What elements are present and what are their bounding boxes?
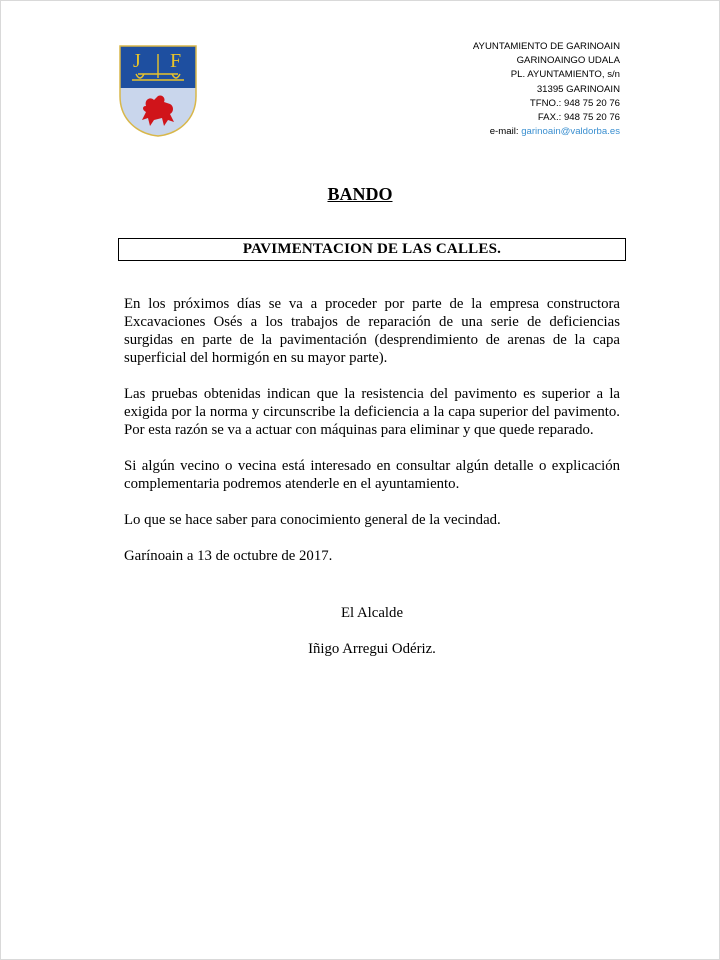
coat-of-arms-icon [118,44,198,138]
subject-box: PAVIMENTACION DE LAS CALLES. [118,238,626,261]
letterhead-line-phone: TFNO.: 948 75 20 76 [529,97,620,109]
letterhead-line-basque-name: GARINOAINGO UDALA [516,55,620,67]
letterhead-line-municipality: AYUNTAMIENTO DE GARINOAIN [472,41,620,52]
letterhead-line-fax: FAX.: 948 75 20 76 [537,112,620,124]
paragraph-tests: Las pruebas obtenidas indican que la resistencia del pavimento es superior a la exigida por la norma y circunscribe la deficiencia a la capa superior del pavimento. Por esta razón se va a actuar con máquinas para eliminar y que quede reparado. [124,386,620,438]
coat-letter-j: J [133,50,141,72]
body-text [124,295,620,583]
document-title: BANDO [327,184,393,204]
paragraph-notice: Lo que se hace saber para conocimiento general de la vecindad. [124,512,501,528]
coat-letter-f: F [170,50,182,72]
paragraph-works: En los próximos días se va a proceder por parte de la empresa constructora Excavaciones Osés a los trabajos de reparación de una serie de deficiencias surgidas en parte de la pavimentación (desprendimiento de arenas de la capa superficial del hormigón en su mayor parte). [124,296,620,366]
letterhead-line-email [473,125,620,139]
email-link[interactable]: garinoain@valdorba.es [521,126,620,138]
letterhead-line-address: PL. AYUNTAMIENTO, s/n [510,69,620,81]
signature-role: El Alcalde [340,605,404,621]
date-line: Garínoain a 13 de octubre de 2017. [124,548,333,564]
signature-name: Iñigo Arregui Odériz. [308,641,436,657]
email-label: e-mail: [489,126,519,138]
letterhead [473,40,620,139]
letterhead-line-postal: 31395 GARINOAIN [536,83,620,95]
paragraph-contact: Si algún vecino o vecina está interesado en consultar algún detalle o explicación complementaria podremos atenderle en el ayuntamiento. [124,458,620,492]
